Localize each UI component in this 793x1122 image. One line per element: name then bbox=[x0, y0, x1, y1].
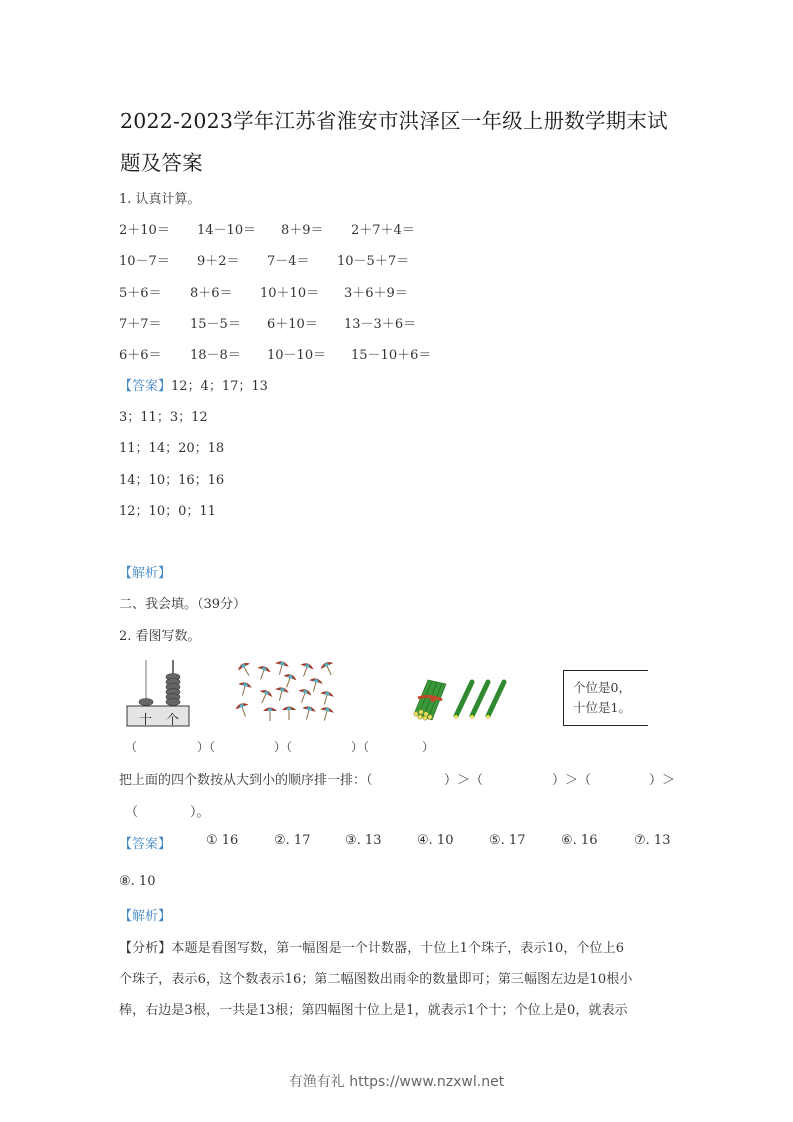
answer-item: ⑥. 16 bbox=[561, 833, 598, 848]
order-prompt: 把上面的四个数按从大到小的顺序排一排：（ bbox=[119, 773, 373, 788]
page-title-line-2: 题及答案 bbox=[120, 151, 203, 175]
abacus-figure bbox=[125, 658, 195, 728]
answer-item: ⑦. 13 bbox=[634, 833, 671, 848]
calc-item: 14－10＝ bbox=[197, 223, 257, 238]
answer-line-3: 11；14；20；18 bbox=[119, 441, 225, 456]
analysis-line-3: 棒，右边是3根，一共是13根；第四幅图十位上是1，就表示1个十；个位上是0，就表示 bbox=[119, 1003, 628, 1018]
sticks-bundle-icon bbox=[408, 676, 508, 724]
answer-item: ②. 17 bbox=[274, 833, 311, 848]
calc-item: 8＋6＝ bbox=[190, 286, 233, 301]
order-sep-3: ）＞ bbox=[649, 773, 676, 788]
analysis-line-2: 个珠子，表示6，这个数表示16；第二幅图数出雨伞的数量即可；第三幅图左边是10根小 bbox=[119, 972, 633, 987]
order-blank-4-close: ）。 bbox=[190, 805, 210, 820]
answer-item: ③. 13 bbox=[345, 833, 382, 848]
order-sep-1: ）＞（ bbox=[444, 773, 484, 788]
section-2-heading: 二、我会填。（39分） bbox=[119, 597, 247, 612]
calc-item: 8＋9＝ bbox=[281, 223, 324, 238]
answer-text: 12；4；17；13 bbox=[171, 379, 268, 394]
order-blank-4-open[interactable]: （ bbox=[125, 805, 139, 820]
blank-2-open[interactable]: ）（ bbox=[197, 740, 216, 754]
calc-item: 10－5＋7＝ bbox=[337, 254, 410, 269]
blank-4-close: ） bbox=[422, 740, 435, 754]
place-value-line-1: 个位是0， bbox=[573, 680, 631, 695]
analysis-tag: 【解析】 bbox=[119, 566, 172, 581]
question-1-heading: 1. 认真计算。 bbox=[119, 192, 201, 207]
calc-item: 10＋10＝ bbox=[260, 286, 320, 301]
calc-item: 2＋10＝ bbox=[119, 223, 170, 238]
order-sep-2: ）＞（ bbox=[552, 773, 592, 788]
abacus-tens-label: 十 bbox=[139, 713, 153, 728]
answer-tag: 【答案】 bbox=[119, 837, 172, 852]
calc-item: 15－10＋6＝ bbox=[351, 348, 432, 363]
calc-item: 9＋2＝ bbox=[197, 254, 240, 269]
blank-1-open[interactable]: （ bbox=[125, 740, 138, 754]
footer-watermark: 有渔有礼 https://www.nzxwl.net bbox=[288, 1074, 505, 1090]
calc-item: 10－10＝ bbox=[267, 348, 327, 363]
answer-line-2: 3；11；3；12 bbox=[119, 410, 208, 425]
umbrella-icons bbox=[232, 658, 337, 723]
answer-item: ⑤. 17 bbox=[489, 833, 526, 848]
question-2-heading: 2. 看图写数。 bbox=[119, 629, 201, 644]
analysis-tag: 【解析】 bbox=[119, 909, 172, 924]
calc-item: 6＋10＝ bbox=[267, 317, 318, 332]
calc-item: 2＋7＋4＝ bbox=[351, 223, 415, 238]
answer-line-1 bbox=[119, 375, 268, 394]
analysis-line-1: 【分析】本题是看图写数，第一幅图是一个计数器，十位上1个珠子，表示10，个位上6 bbox=[119, 941, 625, 956]
answer-line-5: 12；10；0；11 bbox=[119, 504, 216, 519]
answer-item: ④. 10 bbox=[417, 833, 454, 848]
umbrellas-figure bbox=[232, 658, 337, 723]
abacus-ones-label: 个 bbox=[166, 713, 180, 728]
calc-item: 7＋7＝ bbox=[119, 317, 162, 332]
q2-answer-last: ⑧. 10 bbox=[119, 874, 156, 889]
calc-item: 7－4＝ bbox=[267, 254, 310, 269]
answer-tag: 【答案】 bbox=[119, 379, 172, 394]
calc-item: 15－5＝ bbox=[190, 317, 241, 332]
calc-item: 10－7＝ bbox=[119, 254, 170, 269]
sticks-figure bbox=[408, 676, 508, 724]
place-value-box bbox=[563, 670, 648, 726]
answer-item: ① 16 bbox=[206, 833, 239, 848]
calc-item: 3＋6＋9＝ bbox=[344, 286, 408, 301]
blank-3-open[interactable]: ）（ bbox=[274, 740, 293, 754]
blank-4-open[interactable]: ）（ bbox=[351, 740, 370, 754]
calc-item: 13－3＋6＝ bbox=[344, 317, 417, 332]
place-value-line-2: 十位是1。 bbox=[573, 700, 631, 715]
page-title-line-1: 2022-2023学年江苏省淮安市洪泽区一年级上册数学期末试 bbox=[120, 109, 668, 133]
answer-line-4: 14；10；16；16 bbox=[119, 473, 225, 488]
calc-item: 6＋6＝ bbox=[119, 348, 162, 363]
abacus-icon bbox=[125, 658, 195, 728]
calc-item: 18－8＝ bbox=[190, 348, 241, 363]
calc-item: 5＋6＝ bbox=[119, 286, 162, 301]
